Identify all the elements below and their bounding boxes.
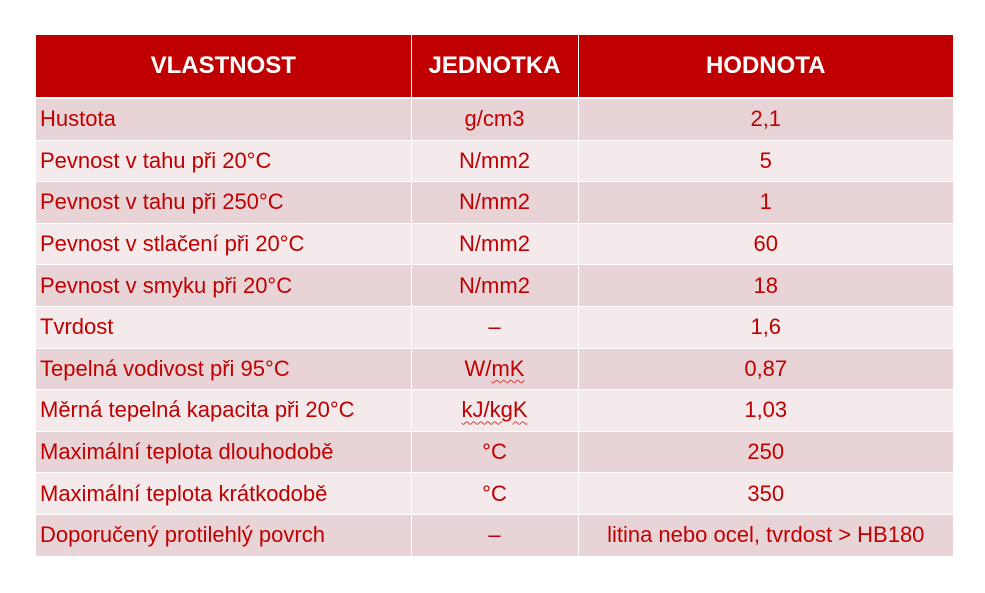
table-row [36,265,953,307]
cell-property: Tvrdost [36,306,411,348]
table-row [36,431,953,473]
cell-property: Hustota [36,98,411,140]
spellcheck-marked-text: kJ/kgK [461,397,528,423]
table-row [36,140,953,182]
cell-unit: g/cm3 [411,98,578,140]
cell-value: 1 [578,182,953,224]
cell-value: 1,03 [578,390,953,432]
table-row [36,514,953,556]
cell-unit: – [411,306,578,348]
cell-property: Pevnost v smyku při 20°C [36,265,411,307]
table-row [36,182,953,224]
table-row [36,98,953,140]
cell-unit [411,348,578,390]
header-value: HODNOTA [578,35,953,98]
cell-unit: – [411,514,578,556]
unit-prefix: W/ [464,355,492,381]
cell-property: Měrná tepelná kapacita při 20°C [36,390,411,432]
table-header-row [36,35,953,98]
cell-unit: N/mm2 [411,223,578,265]
cell-property: Pevnost v stlačení při 20°C [36,223,411,265]
cell-value: 2,1 [578,98,953,140]
cell-unit: °C [411,473,578,515]
table-row [36,306,953,348]
spellcheck-marked-text: mK [491,355,525,381]
cell-value: 350 [578,473,953,515]
cell-unit: N/mm2 [411,265,578,307]
table-row [36,223,953,265]
cell-unit: N/mm2 [411,140,578,182]
cell-value: litina nebo ocel, tvrdost > HB180 [578,514,953,556]
header-property: VLASTNOST [36,35,411,98]
cell-property: Tepelná vodivost při 95°C [36,348,411,390]
table-row [36,348,953,390]
cell-property: Pevnost v tahu při 250°C [36,182,411,224]
properties-table [36,35,953,557]
cell-property: Doporučený protilehlý povrch [36,514,411,556]
header-unit: JEDNOTKA [411,35,578,98]
cell-property: Pevnost v tahu při 20°C [36,140,411,182]
cell-property: Maximální teplota krátkodobě [36,473,411,515]
cell-unit [411,390,578,432]
cell-value: 250 [578,431,953,473]
table-row [36,390,953,432]
table-row [36,473,953,515]
cell-unit: N/mm2 [411,182,578,224]
cell-unit: °C [411,431,578,473]
cell-value: 5 [578,140,953,182]
cell-property: Maximální teplota dlouhodobě [36,431,411,473]
cell-value: 60 [578,223,953,265]
cell-value: 1,6 [578,306,953,348]
cell-value: 0,87 [578,348,953,390]
cell-value: 18 [578,265,953,307]
